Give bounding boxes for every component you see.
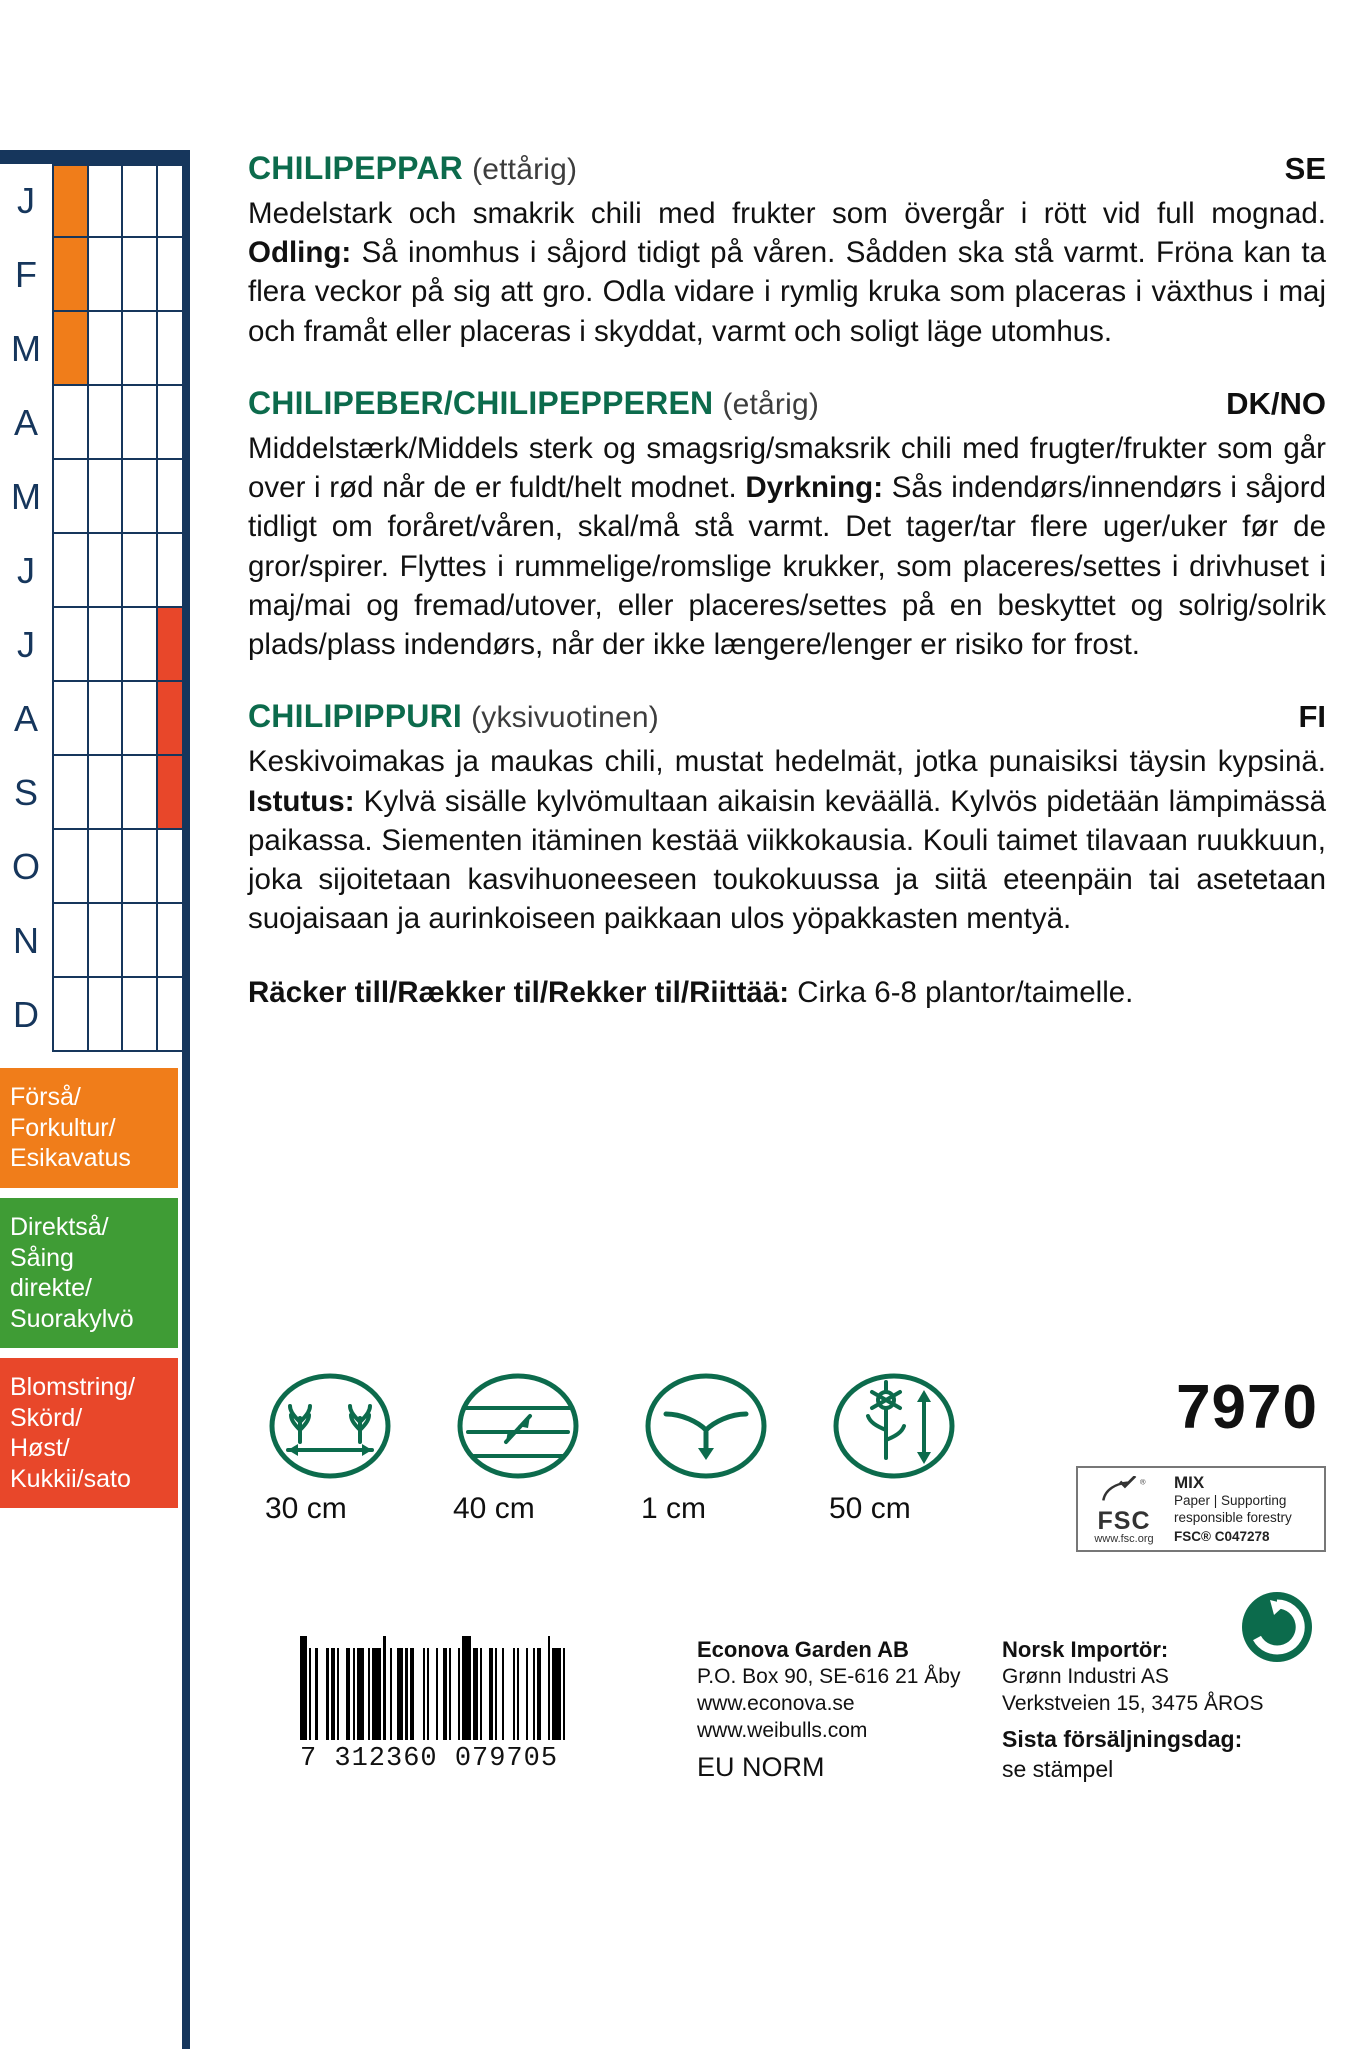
calendar-cell [123,386,158,460]
fsc-url: www.fsc.org [1094,1533,1154,1546]
calendar-row [0,682,190,756]
company-web-2: www.weibulls.com [697,1718,868,1742]
barcode [300,1636,655,1774]
language-code: FI [1298,699,1326,735]
icon-item [631,1370,781,1526]
calendar-cell [123,164,158,238]
calendar-row [0,756,190,830]
calendar-month-label: O [0,830,52,904]
sowing-calendar-column [0,150,190,2049]
sowing-depth-icon [642,1370,770,1482]
barcode-bars [300,1636,655,1740]
section-header [248,385,1326,422]
icon-label: 30 cm [265,1492,347,1525]
barcode-number: 7 312360 079705 [300,1744,559,1774]
calendar-cell [123,460,158,534]
calendar-cell [54,830,89,904]
company-name: Econova Garden AB [697,1637,909,1662]
section-body: Medelstark och smakrik chili med frukter som övergår i rött vid full mognad. Odling: Så inomhus i såjord tidigt på våren. Sådden ska stå varmt. Fröna kan ta flera veckor på sig att gro. Odla vidare i rymlig kruka som placeras i växthus i maj och framåt eller placeras i skyddat, varmt och soligt läge utomhus. [248,197,1326,348]
calendar-month-label: A [0,386,52,460]
company-address: P.O. Box 90, SE-616 21 Åby [697,1665,961,1689]
calendar-cell [89,534,124,608]
legend-line: Kukkii/sato [10,1464,131,1493]
sell-by-value: se stämpel [1002,1755,1114,1782]
calendar-row [0,534,190,608]
section-body: Keskivoimakas ja maukas chili, mustat hedelmät, jotka punaisiksi täysin kypsinä. Istutus: Kylvä sisälle kylvömultaan aikaisin keväällä. Kylvös pidetään lämpimässä paikassa. Siementen itäminen kestää viikkokausia. Kouli taimet tilavaan ruukkuun, joka sijoitetaan kasvihuoneeseen toukokuussa ja siitä eteenpäin tai asetetaan suojaisaan ja aurinkoiseen paikkaan ulos yöpakkasten mentyä. [248,745,1326,936]
calendar-row [0,904,190,978]
legend-item [0,1198,178,1348]
section-fi [248,698,1326,938]
barcode-bar [429,1648,436,1740]
legend-line: direkte/ [10,1274,92,1302]
fsc-label [1076,1466,1326,1552]
calendar-month-label: J [0,608,52,682]
section-title: CHILIPEPPAR (ettårig) [248,150,578,186]
icon-label: 1 cm [641,1492,707,1525]
plant-spacing-icon [266,1370,394,1482]
eu-norm-label: EU NORM [697,1752,825,1782]
sell-by-info [1002,1725,1242,1785]
calendar-cell [89,312,124,386]
calendar-right-edge [182,150,190,2049]
section-header [248,698,1326,735]
calendar-month-label: J [0,534,52,608]
calendar-cell [54,534,89,608]
legend-line: Høst/ [10,1434,70,1462]
section-se [248,150,1326,351]
calendar-cell [54,978,89,1052]
section-title: CHILIPEBER/CHILIPEPPEREN (etårig) [248,384,820,421]
barcode-bar [339,1636,346,1740]
icon-label: 40 cm [453,1492,535,1525]
calendar-cell [54,312,89,386]
barcode-bar [357,1648,364,1740]
calendar-cell [54,756,89,830]
calendar-month-label: J [0,164,52,238]
fsc-wordmark: FSC [1097,1507,1151,1536]
legend-line: Forkultur/ [10,1113,116,1142]
calendar-cell [89,756,124,830]
plant-height-icon [830,1370,958,1482]
barcode-bar [372,1648,381,1740]
calendar-cell [54,164,89,238]
calendar-month-label: D [0,978,52,1052]
calendar-cell [54,682,89,756]
barcode-bar [519,1648,526,1740]
barcode-bar [462,1636,471,1740]
calendar-cell [54,904,89,978]
barcode-bar [482,1648,489,1740]
icon-item [255,1370,405,1526]
legend-line: Direktså/ [10,1213,109,1241]
calendar-month-label: M [0,312,52,386]
calendar-cell [123,756,158,830]
legend-line: Suorakylvö [10,1304,134,1333]
calendar-row [0,312,190,386]
calendar-cell [89,978,124,1052]
month-calendar [0,164,190,1052]
calendar-row [0,238,190,312]
importer-heading: Norsk Importör: [1002,1637,1169,1662]
calendar-month-label: F [0,238,52,312]
calendar-row [0,978,190,1052]
calendar-cell [89,608,124,682]
calendar-cell [123,312,158,386]
barcode-bar [504,1636,513,1740]
legend-item [0,1068,178,1188]
section-body: Middelstærk/Middels sterk og smagsrig/smaksrik chili med frugter/frukter som går over i rød når de er fuldt/helt modnet. Dyrkning: Sås indendørs/innendørs i såjord tidligt om foråret/våren, skal/må stå varmt. Det tager/tar flere uger/uker før de gror/spirer. Flyttes i rummelige/romslige krukker, som placeres/settes i drivhuset i maj/mai og fremad/utover, eller placeres/settes på en beskyttet og solrig/solrik plads/plass indendørs, når der ikke længere/lenger er risiko for frost. [248,431,1326,662]
calendar-row [0,830,190,904]
calendar-month-label: M [0,460,52,534]
barcode-bar [318,1648,327,1740]
fsc-line1: Paper | Supporting [1174,1493,1287,1509]
calendar-cell [123,978,158,1052]
article-code: 7970 [1176,1373,1318,1442]
barcode-bar [552,1648,561,1740]
fsc-mix: MIX [1174,1473,1205,1493]
legend-line: Skörd/ [10,1403,83,1432]
barcode-bar [414,1648,423,1740]
svg-text:®: ® [1140,1477,1146,1487]
legend-line: Såing [10,1243,74,1272]
calendar-month-label: N [0,904,52,978]
calendar-cell [89,682,124,756]
calendar-month-label: S [0,756,52,830]
icon-item [443,1370,593,1526]
language-code: DK/NO [1226,385,1326,421]
calendar-cell [89,386,124,460]
yield-note: Räcker till/Rækker til/Rekker til/Riittää: Cirka 6-8 plantor/taimelle. [248,975,1134,1009]
barcode-bar [451,1648,458,1740]
section-title: CHILIPIPPURI (yksivuotinen) [248,698,659,735]
fsc-text [1170,1472,1324,1546]
growing-icons [255,1370,975,1526]
company-web-1: www.econova.se [697,1692,855,1716]
barcode-bar [541,1648,548,1740]
importer-name: Grønn Industri AS [1002,1665,1169,1689]
calendar-cell [89,904,124,978]
calendar-row [0,386,190,460]
calendar-cell [89,164,124,238]
legend-line: Förså/ [10,1083,81,1111]
calendar-cell [123,830,158,904]
fsc-cert: FSC® C047278 [1174,1529,1270,1545]
calendar-cell [123,534,158,608]
importer-address: Verkstveien 15, 3475 ÅROS [1002,1692,1264,1716]
calendar-cell [89,460,124,534]
calendar-row [0,460,190,534]
company-info [697,1636,960,1745]
importer-info [1002,1636,1264,1718]
fsc-logo [1078,1472,1170,1546]
calendar-cell [54,386,89,460]
description-content [248,150,1326,1012]
calendar-cell [89,238,124,312]
sell-by-heading: Sista försäljningsdag: [1002,1726,1243,1752]
calendar-top-bar [0,150,190,164]
calendar-cell [123,904,158,978]
legend-line: Blomstring/ [10,1373,136,1401]
calendar-cell [123,238,158,312]
barcode-bar [397,1648,404,1740]
calendar-month-label: A [0,682,52,756]
calendar-cell [54,460,89,534]
calendar-cell [123,608,158,682]
legend-line: Esikavatus [10,1144,131,1172]
row-spacing-icon [454,1370,582,1482]
calendar-cell [123,682,158,756]
barcode-bar [565,1648,569,1740]
calendar-cell [89,830,124,904]
calendar-row [0,608,190,682]
calendar-cell [54,608,89,682]
icon-label: 50 cm [829,1492,911,1525]
calendar-cell [54,238,89,312]
language-code: SE [1284,151,1326,186]
calendar-row [0,164,190,238]
icon-item [819,1370,969,1526]
legend-item [0,1358,178,1508]
section-header [248,150,1326,187]
fsc-line2: responsible forestry [1174,1510,1292,1526]
section-dkno [248,385,1326,664]
barcode-bar [300,1636,307,1740]
